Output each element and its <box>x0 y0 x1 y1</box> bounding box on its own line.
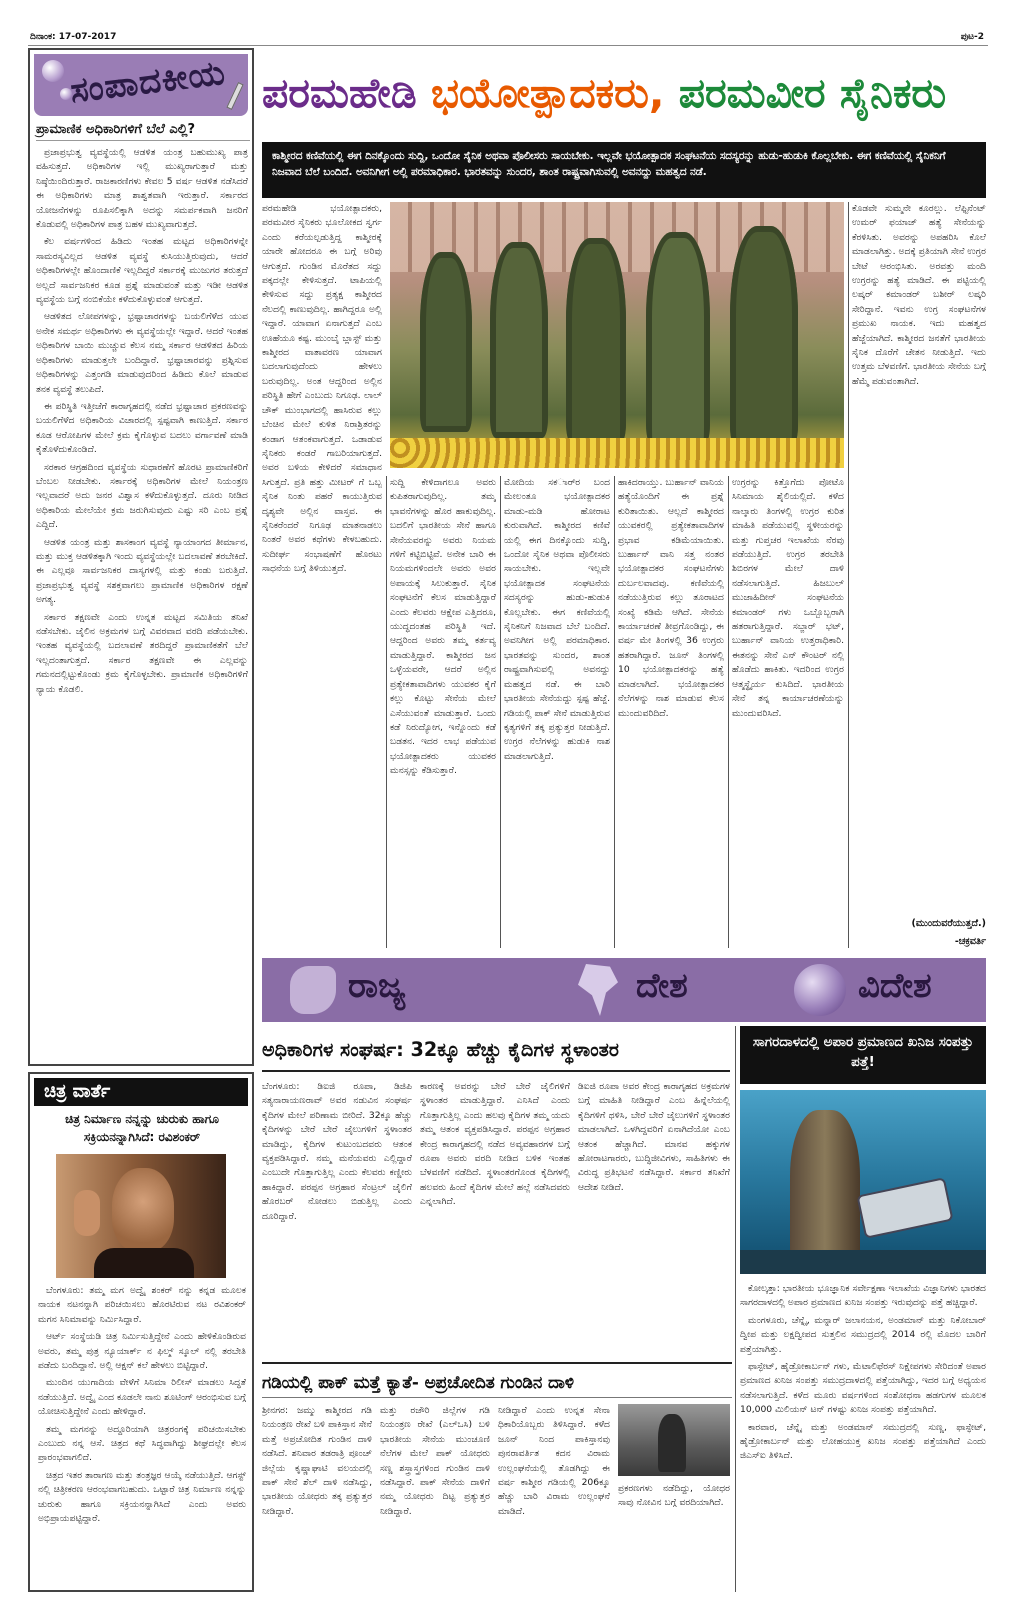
soldiers-photo <box>390 202 844 468</box>
lead-column-5: ಉಗ್ರರನ್ನು ಕಿತ್ತೊಗೆದು ಪೋಟೊ ಸಿನಿಮಾಯ ಶೈಲಿಯಲ್ಲಿದೆ. ಕಳೆದ ನಾಲ್ಕಾರು ತಿಂಗಳಲ್ಲಿ ಉಗ್ರರ ಕುರಿತ ಮಾಹಿತಿ ಪಡೆಯುವಲ್ಲಿ ಸ್ಥಳೀಯರನ್ನು ಮತ್ತು ಗುಪ್ತಚರ ಇಲಾಖೆಯ ನೆರವು ಪಡೆಯುತ್ತಿದೆ. ಉಗ್ರರ ತರಬೇತಿ ಶಿಬಿರಗಳ ಮೇಲೆ ದಾಳಿ ನಡೆಸಲಾಗುತ್ತಿದೆ. ಹಿಜಬುಲ್ ಮುಜಾಹಿದೀನ್ ಸಂಘಟನೆಯ ಕಮಾಂಡರ್ ಗಳು ಒಬ್ಬೊಬ್ಬರಾಗಿ ಹತರಾಗುತ್ತಿದ್ದಾರೆ. ಸಬ್ಜಾರ್ ಭಟ್, ಬುರ್ಹಾನ್ ವಾನಿಯ ಉತ್ತರಾಧಿಕಾರಿ. ಈತನನ್ನು ಸೇನೆ ಎನ್ ಕೌಂಟರ್ ನಲ್ಲಿ ಹೊಡೆದು ಹಾಕಿತು. ಇದರಿಂದ ಉಗ್ರರ ಆತ್ಮಸ್ಥೈರ್ಯ ಕುಸಿದಿದೆ. ಭಾರತೀಯ ಸೇನೆ ತನ್ನ ಕಾರ್ಯಾಚರಣೆಯನ್ನು ಮುಂದುವರಿಸಿದೆ. <box>732 477 844 719</box>
editorial-paragraph: ಪ್ರಜಾಪ್ರಭುತ್ವ ವ್ಯವಸ್ಥೆಯಲ್ಲಿ ಆಡಳಿತ ಯಂತ್ರ ಬಹುಮುಖ್ಯ ಪಾತ್ರ ವಹಿಸುತ್ತದೆ. ಅಧಿಕಾರಿಗಳ ಇಲ್ಲಿ ಮುಖ್ಯರಾಗುತ್ತಾರೆ ಮತ್ತು ನಿಷ್ಠೆಯಿಂದಿರುತ್ತಾರೆ. ರಾಜಕಾರಣಿಗಳು ಕೇವಲ 5 ವರ್ಷ ಆಡಳಿತ ನಡೆಸಿದರೆ ಈ ಅಧಿಕಾರಿಗಳು ಮಾತ್ರ ಶಾಶ್ವತವಾಗಿ ಇರುತ್ತಾರೆ. ಸರ್ಕಾರದ ಯೋಜನೆಗಳನ್ನು ರೂಪಿಸಲಿಕ್ಕಾಗಿ ಅದನ್ನು ಸಮರ್ಪಕವಾಗಿ ಜನರಿಗೆ ಕೊಡುವಲ್ಲಿ ಅಧಿಕಾರಿಗಳ ಪಾತ್ರ ಬಹಳ ಮುಖ್ಯವಾಗುತ್ತದೆ. <box>36 147 248 231</box>
lead-column-3: ಮೋದಿಯ ಸಕರ್ಾರ ಬಂದ ಮೇಲಂತೂ ಭಯೋತ್ಪಾದಕರ ಮಾಡು-ಮಡಿ ಹೋರಾಟ ಕುರುವಾಗಿದೆ. ಕಾಶ್ಮೀರದ ಕಣಿವೆ ಯಲ್ಲಿ ಈಗ ದಿನಕ್ಕೊಂದು ಸುದ್ದಿ, ಒಂದೋ ಸೈನಿಕ ಅಥವಾ ಪೊಲೀಸರು ಸಾಯಬೇಕು. ಇಲ್ಲವೇ ಭಯೋತ್ಪಾದಕ ಸಂಘಟನೆಯ ಸದಸ್ಯರನ್ನು ಹುಡು-ಹುಡುಕಿ ಕೊಲ್ಲಬೇಕು. ಈಗ ಕಣಿವೆಯಲ್ಲಿ ಸೈನಿಕನಿಗೆ ನಿಜವಾದ ಬೆಲೆ ಬಂದಿದೆ. ಅವನಿಗೀಗ ಅಲ್ಲಿ ಪರಮಾಧಿಕಾರ. ಭಾರತವನ್ನು ಸುಂದರ, ಶಾಂತ ರಾಷ್ಟ್ರವಾಗಿಸುವಲ್ಲಿ ಅವನದ್ದು ಮಹತ್ವದ ನಡೆ. ಈ ಬಾರಿ ಭಾರತೀಯ ಸೇನೆಯದ್ದು ಸ್ಪಷ್ಟ ಹೆಜ್ಜೆ. ಗಡಿಯಲ್ಲಿ ಪಾಕ್ ಸೇನೆ ಮಾಡುತ್ತಿರುವ ಕೃತ್ಯಗಳಿಗೆ ತಕ್ಕ ಪ್ರತ್ಯುತ್ತರ ನೀಡುತ್ತಿದೆ. ಉಗ್ರರ ನೆಲೆಗಳನ್ನು ಹುಡುಕಿ ನಾಶ ಮಾಡಲಾಗುತ್ತಿದೆ. <box>504 477 610 762</box>
karnataka-map-icon <box>290 966 336 1014</box>
border-headline: ಗಡಿಯಲ್ಲಿ ಪಾಕ್ ಮತ್ತೆ ಕ್ಯಾತೆ- ಅಪ್ರಚೋದಿತ ಗುಂಡಿನ ದಾಳಿ <box>262 1362 732 1398</box>
chitra-paragraph: ಚಿತ್ರದ ಇತರ ತಾರಾಗಣ ಮತ್ತು ತಂತ್ರಜ್ಞರ ಆಯ್ಕೆ ನಡೆಯುತ್ತಿದೆ. ಆಗಸ್ಟ್ ನಲ್ಲಿ ಚಿತ್ರೀಕರಣ ಆರಂಭವಾಗಬಹುದು. ಒಟ್ಟಾರೆ ಚಿತ್ರ ನಿರ್ಮಾಣ ನನ್ನನ್ನು ಚುರುಕು ಹಾಗೂ ಸಕ್ರಿಯನನ್ನಾಗಿಸಿದೆ ಎಂದು ಅವರು ಅಭಿಪ್ರಾಯಪಟ್ಟಿದ್ದಾರೆ. <box>38 1469 246 1525</box>
soldier-figure <box>490 242 548 438</box>
chitra-body <box>38 1284 246 1588</box>
prison-headline: ಅಧಿಕಾರಿಗಳ ಸಂಘರ್ಷ: 32ಕ್ಕೂ ಹೆಚ್ಚು ಕೈದಿಗಳ ಸ್ಥಳಾಂತರ <box>262 1028 730 1072</box>
prison-column-2: ಕಾರಣಕ್ಕೆ ಅವರನ್ನು ಬೇರೆ ಬೇರೆ ಜೈಲಿಗಳಿಗೆ ಸ್ಥಳಾಂತರ ಮಾಡುತ್ತಿದ್ದಾರೆ. ಎನಿಸಿದೆ ಎಂದು ಗೊತ್ತಾಗುತ್ತಿಲ್ಲ ಎಂದು ಹಲವು ಕೈದಿಗಳ ತಮ್ಮ ಯದು ತಮ್ಮ ಆತಂಕ ವ್ಯಕ್ತಪಡಿಸಿದ್ದಾರೆ. ಪರಪ್ಪನ ಅಗ್ರಹಾರ ಕೇಂದ್ರ ಕಾರಾಗೃಹದಲ್ಲಿ ನಡೆದ ಅವ್ಯವಹಾರಗಳ ಬಗ್ಗೆ ರೂಪಾ ಅವರು ವರದಿ ನೀಡಿದ ಬಳಿಕ ಇಂತಹ ಬೆಳವಣಿಗೆ ನಡೆದಿದೆ. ಸ್ಥಳಾಂತರಗೊಂಡ ಕೈದಿಗಳಲ್ಲಿ ಹಲವರು ಹಿಂದೆ ಕೈದಿಗಳ ಮೇಲೆ ಹಲ್ಲೆ ನಡೆಸಿದವರು ಎನ್ನಲಾಗಿದೆ. <box>420 1081 570 1208</box>
prison-column-3: ಡಿಐಜಿ ರೂಪಾ ಅವರ ಕೇಂದ್ರ ಕಾರಾಗೃಹದ ಅಕ್ರಮಗಳ ಬಗ್ಗೆ ಮಾಹಿತಿ ನೀಡಿದ್ದಾರೆ ಎಂಬ ಹಿನ್ನೆಲೆಯಲ್ಲಿ ಕೈದಿಗಳಿಗೆ ಥಳಿಸಿ, ಬೇರೆ ಬೇರೆ ಜೈಲುಗಳಿಗೆ ಸ್ಥಳಾಂತರ ಮಾಡಲಾಗಿದೆ. ಒಳಗಿದ್ದವರಿಗೆ ಏನಾಗಿದೆಯೋ ಎಂಬ ಆತಂಕ ಹೆಚ್ಚಾಗಿದೆ. ಮಾನವ ಹಕ್ಕುಗಳ ಹೋರಾಟಗಾರರು, ಬುದ್ಧಿಜೀವಿಗಳು, ಸಾಹಿತಿಗಳು ಈ ವಿರುದ್ಧ ಪ್ರತಿಭಟನೆ ನಡೆಸಿದ್ದಾರೆ. ಸರ್ಕಾರ ತನಿಖೆಗೆ ಆದೇಶ ನೀಡಿದೆ. <box>578 1081 730 1193</box>
editorial-masthead-title: ಸಂಪಾದಕೀಯ <box>68 52 228 112</box>
border-photo-caption: ಪ್ರಕರಣಗಳು ನಡೆದಿದ್ದು, ಯೋಧರ ಸಾವು ನೋವಿನ ಬಗ್ಗೆ ವರದಿಯಾಗಿದೆ. <box>618 1483 730 1509</box>
headline-part-green: ಪರಮವೀರ ಸೈನಿಕರು <box>678 69 947 117</box>
soldier-figure <box>730 226 798 448</box>
sea-floor <box>740 1250 986 1274</box>
border-column-1: ಶ್ರೀನಗರ: ಜಮ್ಮು ಕಾಶ್ಮೀರದ ಗಡಿ ನಿಯಂತ್ರಣ ರೇಖೆ ಬಳಿ ಪಾಕಿಸ್ತಾನ ಸೇನೆ ಮತ್ತೆ ಅಪ್ರಚೋದಿತ ಗುಂಡಿನ ದಾಳಿ ನಡೆಸಿದೆ. ಶನಿವಾರ ತಡರಾತ್ರಿ ಪೂಂಚ್ ಜಿಲ್ಲೆಯ ಕೃಷ್ಣಾಘಾಟಿ ವಲಯದಲ್ಲಿ ಪಾಕ್ ಸೇನೆ ಶೆಲ್ ದಾಳಿ ನಡೆಸಿದ್ದು, ಭಾರತೀಯ ಯೋಧರು ತಕ್ಕ ಪ್ರತ್ಯುತ್ತರ ನೀಡಿದ್ದಾರೆ. <box>262 1405 372 1517</box>
column-rule <box>614 476 615 948</box>
lead-column-6: ಕೊಡವೇ ಸುಮ್ಮನೇ ಕೂರಲ್ಲು. ಲೆಫ್ಟಿನೆಂಟ್ ಉಮರ್ ಫಯಾಜ್ ಹತ್ಯೆ ಸೇನೆಯನ್ನು ಕೆರಳಿಸಿತು. ಅವರನ್ನು ಅಪಹರಿಸಿ ಕೊಲೆ ಮಾಡಲಾಗಿತ್ತು. ಅದಕ್ಕೆ ಪ್ರತಿಯಾಗಿ ಸೇನೆ ಉಗ್ರರ ಬೇಟೆ ಆರಂಭಿಸಿತು. ಅರವತ್ತು ಮಂದಿ ಉಗ್ರರನ್ನು ಹತ್ಯೆ ಮಾಡಿದೆ. ಈ ಪಟ್ಟಿಯಲ್ಲಿ ಲಷ್ಕರ್ ಕಮಾಂಡರ್ ಬಶೀರ್ ಲಷ್ಕರಿ ಸೇರಿದ್ದಾನೆ. ಇವನು ಉಗ್ರ ಸಂಘಟನೆಗಳ ಪ್ರಮುಖ ನಾಯಕ. ಇದು ಮಹತ್ವದ ಹೆಜ್ಜೆಯಾಗಿದೆ. ಕಾಶ್ಮೀರದ ಜನತೆಗೆ ಭಾರತೀಯ ಸೈನಿಕ ದೊರೆಗೆ ಚೇತನ ನೀಡುತ್ತಿದೆ. ಇದು ಉತ್ತಮ ಬೆಳವಣಿಗೆ. ಭಾರತೀಯ ಸೇನೆಯ ಬಗ್ಗೆ ಹೆಮ್ಮೆ ಪಡುವಂತಾಗಿದೆ. <box>852 203 986 387</box>
sea-body <box>740 1282 986 1592</box>
editorial-paragraph: ಸರಕಾರ ಆಗ್ರಹದಿಂದ ವ್ಯವಸ್ಥೆಯ ಸುಧಾರಣೆಗೆ ಹೊರಟ ಪ್ರಾಮಾಣಿಕರಿಗೆ ಬೆಂಬಲ ನೀಡಬೇಕು. ಸರ್ಕಾರಕ್ಕೆ ಅಧಿಕಾರಿಗಳ ಮೇಲೆ ನಿಯಂತ್ರಣ ಇಲ್ಲವಾದರೆ ಅದು ಜನರ ವಿಶ್ವಾಸ ಕಳೆದುಕೊಳ್ಳುತ್ತದೆ. ದೂರು ನೀಡಿದ ಅಧಿಕಾರಿಯ ಮೇಲೆಯೇ ಕ್ರಮ ಜರುಗಿಸುವುದು ಎಷ್ಟು ಸರಿ ಎಂಬ ಪ್ರಶ್ನೆ ಎದ್ದಿದೆ. <box>36 461 248 531</box>
column-rule <box>735 1026 736 1592</box>
editorial-paragraph: ಈ ಪರಿಸ್ಥಿತಿ ಇತ್ತೀಚೆಗೆ ಕಾರಾಗೃಹದಲ್ಲಿ ನಡೆದ ಭ್ರಷ್ಟಾಚಾರ ಪ್ರಕರಣವನ್ನು ಬಯಲಿಗೆಳೆದ ಅಧಿಕಾರಿಯ ವಿಚಾರದಲ್ಲಿ ಸ್ಪಷ್ಟವಾಗಿ ಕಾಣುತ್ತಿದೆ. ಸರ್ಕಾರ ಕೂಡ ಆರೋಪಿಗಳ ಮೇಲೆ ಕ್ರಮ ಕೈಗೊಳ್ಳುವ ಬದಲು ವರ್ಗಾವಣೆ ಮಾಡಿ ಕೈತೊಳೆದುಕೊಂಡಿದೆ. <box>36 400 248 456</box>
soldier-figure <box>420 252 472 432</box>
editorial-body <box>36 146 248 1060</box>
chitra-paragraph: ಆರ್ಟ್ ಸಂಸ್ಥೆಯಡಿ ಚಿತ್ರ ನಿರ್ಮಿಸುತ್ತಿದ್ದೇನೆ ಎಂದು ಹೇಳಿಕೊಂಡಿರುವ ಅವರು, ತಮ್ಮ ಪುತ್ರ ನ್ಯೂಯಾರ್ಕ್ ನ ಫಿಲ್ಮ್ ಸ್ಕೂಲ್ ನಲ್ಲಿ ತರಬೇತಿ ಪಡೆದು ಬಂದಿದ್ದಾನೆ. ಅಲ್ಲಿ ಆಕ್ಷನ್ ಕಲೆ ಹೇಳಲು ಬಿಟ್ಟಿದ್ದಾರೆ. <box>38 1331 246 1372</box>
page-number: ಪುಟ-2 <box>960 32 984 42</box>
chitra-masthead-title: ಚಿತ್ರ ವಾರ್ತೆ <box>44 1081 111 1102</box>
lead-headline <box>262 56 986 130</box>
editorial-paragraph: ಕೆಲ ವರ್ಷಗಳಿಂದ ಹಿಡಿದು ಇಂತಹ ಮಟ್ಟದ ಅಧಿಕಾರಿಗಳನ್ನೇ ಸಾಮರಸ್ಯವಿಲ್ಲದ ಆಡಳಿತ ವ್ಯವಸ್ಥೆ ಕುಸಿಯುತ್ತಿರುವುದು, ಆದರೆ ಅಧಿಕಾರಿಗಳಲ್ಲೇ ಹೊಂದಾಣಿಕೆ ಇಲ್ಲದಿದ್ದರೆ ಸರ್ಕಾರಕ್ಕೆ ಮುಜುಗರ ತರುತ್ತದೆ ಅಲ್ಲದೆ ಸಾರ್ವಜನಿಕರ ಕೂಡ ಪ್ರಶ್ನೆ ಮಾಡುವಂತೆ ಮತ್ತು ಇಡೀ ಆಡಳಿತ ವ್ಯವಸ್ಥೆಯ ಬಗ್ಗೆ ನಂಬಿಕೆಯೇ ಕಳೆದುಕೊಳ್ಳುವಂತೆ ಆಗುತ್ತದೆ. <box>36 236 248 306</box>
editorial-paragraph: ಆಡಳಿತ ಯಂತ್ರ ಮತ್ತು ಶಾಸಕಾಂಗ ವ್ಯವಸ್ಥೆ ನ್ಯಾಯಾಂಗದ ತೀರ್ಮಾನ, ಮತ್ತು ಮುಕ್ತ ಆಡಳಿತಕ್ಕಾಗಿ ಇಂದು ವ್ಯವಸ್ಥೆಯಲ್ಲೇ ಬದಲಾವಣೆ ತರಬೇಕಿದೆ. ಈ ಎಲ್ಲವೂ ಸಾರ್ವಜನಿಕರ ದಾಸ್ಯಗಳಲ್ಲಿ ಮತ್ತು ಕಂಡು ಬರುತ್ತಿದೆ. ಪ್ರಜಾಪ್ರಭುತ್ವ ವ್ಯವಸ್ಥೆ ಸಶಕ್ತವಾಗಲು ಪ್ರಾಮಾಣಿಕ ಅಧಿಕಾರಿಗಳ ರಕ್ಷಣೆ ಅಗತ್ಯ. <box>36 536 248 606</box>
sea-headline: ಸಾಗರದಾಳದಲ್ಲಿ ಅಪಾರ ಪ್ರಮಾಣದ ಖನಿಜ ಸಂಪತ್ತು ಪತ್ತೆ! <box>740 1026 986 1084</box>
chitra-masthead <box>34 1078 248 1106</box>
chitra-paragraph: ಬೆಂಗಳೂರು: ತಮ್ಮ ಮಗ ಅದ್ವೈ ಶಂಕರ್ ನನ್ನು ಕನ್ನಡ ಮೂಲಕ ನಾಯಕ ನಟನನ್ನಾಗಿ ಪರಿಚಯಿಸಲು ಹೊರಟಿರುವ ನಟ ರವಿಶಂಕರ್ ಮಗನ ಸಿನಿಮಾವನ್ನು ನಿರ್ಮಿಸಿದ್ದಾರೆ. <box>38 1285 246 1325</box>
underwater-photo <box>740 1090 986 1274</box>
portrait-face <box>112 1168 174 1252</box>
ravishankar-photo <box>56 1154 226 1278</box>
editorial-masthead <box>34 54 248 116</box>
rov-machine <box>856 1177 953 1239</box>
soldier-figure <box>646 232 710 446</box>
pen-icon <box>226 82 243 110</box>
page-header <box>28 30 988 46</box>
editorial-title: ಪ್ರಾಮಾಣಿಕ ಅಧಿಕಾರಿಗಳಿಗೆ ಬೆಲೆ ಎಲ್ಲಿ? <box>36 122 250 141</box>
soldier-figure <box>566 238 626 444</box>
banner-state: ರಾಜ್ಯ <box>348 966 406 1006</box>
column-rule <box>500 476 501 948</box>
lead-blurb: ಕಾಶ್ಮೀರದ ಕಣಿವೆಯಲ್ಲಿ ಈಗ ದಿನಕ್ಕೊಂದು ಸುದ್ದಿ, ಒಂದೋ ಸೈನಿಕ ಅಥವಾ ಪೊಲೀಸರು ಸಾಯಬೇಕು. ಇಲ್ಲವೇ ಭಯೋತ್ಪಾದಕ ಸಂಘಟನೆಯ ಸದಸ್ಯರನ್ನು ಹುಡು-ಹುಡುಕಿ ಕೊಲ್ಲಬೇಕು. ಈಗ ಕಣಿವೆಯಲ್ಲಿ ಸೈನಿಕನಿಗೆ ನಿಜವಾದ ಬೆಲೆ ಬಂದಿದೆ. ಅವನಿಗೀಗ ಅಲ್ಲಿ ಪರಮಾಧಿಕಾರ. ಭಾರತವನ್ನು ಸುಂದರ, ಶಾಂತ ರಾಷ್ಟ್ರವಾಗಿಸುವಲ್ಲಿ ಅವನದ್ದು ಮಹತ್ವದ ನಡೆ. <box>262 142 986 198</box>
chitra-section <box>28 1072 254 1592</box>
sea-paragraph: ಕೋಲ್ಕತ್ತಾ: ಭಾರತೀಯ ಭೂಜ್ಞಾನಿಕ ಸರ್ವೇಕ್ಷಣಾ ಇಲಾಖೆಯ ವಿಜ್ಞಾನಿಗಳು ಭಾರತದ ಸಾಗರದಾಳದಲ್ಲಿ ಅಪಾರ ಪ್ರಮಾಣದ ಖನಿಜ ಸಂಪತ್ತು ಇರುವುದನ್ನು ಪತ್ತೆ ಹಚ್ಚಿದ್ದಾರೆ. <box>740 1283 986 1309</box>
globe-icon <box>794 964 846 1016</box>
sea-paragraph: ಕಾರವಾರ, ಚೆನ್ನೈ ಮತ್ತು ಅಂಡಮಾನ್ ಸಮುದ್ರದಲ್ಲಿ ಸುಣ್ಣ, ಫಾಸ್ಫೇಟ್, ಹೈಡ್ರೋಕಾರ್ಬನ್ ಮತ್ತು ಲೋಹಯುಕ್ತ ಖನಿಜ ಸಂಪತ್ತು ಪತ್ತೆಯಾಗಿದೆ ಎಂದು ಜಿಎಸ್ಐ ತಿಳಿಸಿದೆ. <box>740 1421 986 1462</box>
lead-column-2: ಸುದ್ದಿ ಕೇಳಿದಾಗಲೂ ಅವರು ಕುಪಿತರಾಗುವುದಿಲ್ಲ. ತಮ್ಮ ಭಾವನೆಗಳನ್ನು ಹೊರ ಹಾಕುವುದಿಲ್ಲ. ಬದಲಿಗೆ ಭಾರತೀಯ ಸೇನೆ ಹಾಗೂ ಸೇನೆಯವರನ್ನು ಅವರು ನಿಯಮ ಗಳಿಗೆ ಕಟ್ಟಿಬಿಟ್ಟಿವೆ. ಅನೇಕ ಬಾರಿ ಈ ನಿಯಮಗಳಿಂದಲೇ ಅವರು ಅವರ ಅಪಾಯಕ್ಕೆ ಸಿಲುಕುತ್ತಾರೆ. ಸೈನಿಕ ಸಂಘಟನೆಗೆ ಕೆಲಸ ಮಾಡುತ್ತಿದ್ದಾರೆ ಎಂದು ಕೆಲವರು ಆಕ್ಷೇಪ ಎತ್ತಿದರೂ, ಯುದ್ಧದಂತಹ ಪರಿಸ್ಥಿತಿ ಇದೆ. ಆದ್ದರಿಂದ ಅವರು ತಮ್ಮ ಕರ್ತವ್ಯ ಮಾಡುತ್ತಿದ್ದಾರೆ. ಕಾಶ್ಮೀರದ ಜನ ಒಳ್ಳೆಯವರೇ, ಆದರೆ ಅಲ್ಲಿನ ಪ್ರತ್ಯೇಕತಾವಾದಿಗಳು ಯುವಕರ ಕೈಗೆ ಕಲ್ಲು ಕೊಟ್ಟು ಸೇನೆಯ ಮೇಲೆ ಎಸೆಯುವಂತೆ ಮಾಡುತ್ತಾರೆ. ಒಂದು ಕಡೆ ನಿರುದ್ಯೋಗ, ಇನ್ನೊಂದು ಕಡೆ ಬಡತನ. ಇದರ ಲಾಭ ಪಡೆಯುವ ಭಯೋತ್ಪಾದಕರು ಯುವಕರ ಮನಸ್ಸನ್ನು ಕೆಡಿಸುತ್ತಾರೆ. <box>390 477 496 777</box>
border-column-3: ನೀಡಿದ್ದಾರೆ ಎಂದು ಉನ್ನತ ಸೇನಾ ಧಿಕಾರಿಯೊಬ್ಬರು ತಿಳಿಸಿದ್ದಾರೆ. ಕಳೆದ ಜೂನ್ ನಿಂದ ಪಾಕಿಸ್ತಾನವು ಪುನರಾವರ್ತಿತ ಕದನ ವಿರಾಮ ಉಲ್ಲಂಘನೆಯಲ್ಲಿ ತೊಡಗಿದ್ದು ಈ ವರ್ಷ ಕಾಶ್ಮೀರ ಗಡಿಯಲ್ಲಿ 206ಕ್ಕೂ ಹೆಚ್ಚು ಬಾರಿ ವಿರಾಮ ಉಲ್ಲಂಘನೆ ಮಾಡಿದೆ. <box>498 1405 610 1517</box>
headline-part-orange: ಭಯೋತ್ಪಾದಕರು, <box>430 69 679 117</box>
masthead-bubble-icon <box>42 60 64 82</box>
lead-column-1: ಪರಮಹೇಡಿ ಭಯೋತ್ಪಾದಕರು, ಪರಮವೀರ ಸೈನಿಕರು ಭೂಲೋಕದ ಸ್ವರ್ಗ ಎಂದು ಕರೆಯಲ್ಪಡುತ್ತಿದ್ದ ಕಾಶ್ಮೀರಕ್ಕೆ ಯಾರೇ ಹೋದರೂ ಈ ಬಗ್ಗೆ ಅರಿವು ಆಗುತ್ತದೆ. ಗುಂಡಿನ ಮೊರೆತದ ಸದ್ದು ಪಕ್ಕದಲ್ಲೇ ಕೇಳಿಸುತ್ತದೆ. ಟಾಪಿಯಲ್ಲಿ ಕೇಳಿಸುವ ಸದ್ದು ಪ್ರತ್ಯಕ್ಷ ಕಾಶ್ಮೀರದ ನೆಲದಲ್ಲಿ ಕಾಣುವುದಿಲ್ಲ. ಹಾಗಿದ್ದರೂ ಅಲ್ಲಿ ಇದ್ದಾರೆ. ಯಾವಾಗ ಏನಾಗುತ್ತದೆ ಎಂಬ ಊಹೆಯೂ ಕಷ್ಟ. ಮುಂಬೈ ಬ್ಲಾಸ್ಟ್ ಮತ್ತು ಕಾಶ್ಮೀರದ ವಾತಾವರಣ ಯಾವಾಗ ಬದಲಾಗುವುದೆಂದು ಹೇಳಲು ಬರುವುದಿಲ್ಲ. ಅಂತ ಆದ್ದರಿಂದ ಅಲ್ಲಿನ ಪರಿಸ್ಥಿತಿ ಹೇಗೆ ಎಂಬುದು ನಿಗೂಢ. ಲಾಲ್ ಚೌಕ್ ಮುಂಭಾಗದಲ್ಲಿ ಹಾಸಿರುವ ಕಲ್ಲು ಬೆಂಚಿನ ಮೇಲೆ ಕುಳಿತ ನಿರಾಶ್ರಿತರನ್ನು ಕಂಡಾಗ ಆತಂಕವಾಗುತ್ತದೆ. ಒಡಾಡುವ ಸೈನಿಕರು ಕಂಡರೆ ಗಾಬರಿಯಾಗುತ್ತದೆ. ಅವರ ಬಳಿಯ ಕೇಳಿದರೆ ಸಮಾಧಾನ ಸಿಗುತ್ತದೆ. ಪ್ರತಿ ಹತ್ತು ಮೀಟರ್ ಗೆ ಒಬ್ಬ ಸೈನಿಕ ನಿಂತು ಪಹರೆ ಕಾಯುತ್ತಿರುವ ದೃಶ್ಯವೇ ಅಲ್ಲಿನ ವಾಸ್ತವ. ಈ ಸೈನಿಕರೆಂದರೆ ನಿಗೂಢ ಮಾತನಾಡಲು ನಿಂತರೆ ಅವರ ಕಥೆಗಳು ಕೇಳಬಹುದು. ಸುದೀರ್ಘ ಸಂಭಾಷಣೆಗೆ ಹೊರಟು ಸಾಧನೆಯ ಬಗ್ಗೆ ತಿಳಿಯುತ್ತದೆ. <box>262 203 382 575</box>
chitra-title: ಚಿತ್ರ ನಿರ್ಮಾಣ ನನ್ನನ್ನು ಚುರುಕು ಹಾಗೂ ಸಕ್ರಿಯನನ್ನಾಗಿಸಿದೆ: ರವಿಶಂಕರ್ <box>65 1112 219 1144</box>
sea-paragraph: ಫಾಸ್ಫೇಟ್, ಹೈಡ್ರೋಕಾರ್ಬನ್ ಗಳು, ಮೆಟಾಲಿಫೆರಸ್ ನಿಕ್ಷೇಪಗಳು ಸೇರಿದಂತೆ ಅಪಾರ ಪ್ರಮಾಣದ ಖನಿಜ ಸಂಪತ್ತು ಸಮುದ್ರದಾಳದಲ್ಲಿ ಪತ್ತೆಯಾಗಿದ್ದು, ಇದರ ಬಗ್ಗೆ ಅಧ್ಯಯನ ನಡೆಸಲಾಗುತ್ತಿದೆ. ಕಳೆದ ಮೂರು ವರ್ಷಗಳಿಂದ ಸಂಶೋಧನಾ ಹಡಗುಗಳ ಮೂಲಕ 10,000 ಮಿಲಿಯನ್ ಟನ್ ಗಳಷ್ಟು ಖನಿಜ ಸಂಪತ್ತು ಪತ್ತೆಯಾಗಿದೆ. <box>740 1361 986 1416</box>
section-banner <box>262 958 986 1022</box>
photo-foreground-flowers <box>390 438 844 468</box>
border-column-2: ಮತ್ತು ರಜೌರಿ ಜಿಲ್ಲೆಗಳ ಗಡಿ ನಿಯಂತ್ರಣ ರೇಖೆ (ಎಲ್ಒಸಿ) ಬಳಿ ಭಾರತೀಯ ಸೇನೆಯ ಮುಂಚೂಣಿ ನೆಲೆಗಳ ಮೇಲೆ ಪಾಕ್ ಯೋಧರು ಸಣ್ಣ ಶಸ್ತ್ರಾಸ್ತ್ರಗಳಿಂದ ಗುಂಡಿನ ದಾಳಿ ನಡೆಸಿದ್ದಾರೆ. ಪಾಕ್ ಸೇನೆಯ ದಾಳಿಗೆ ನಮ್ಮ ಯೋಧರು ದಿಟ್ಟ ಪ್ರತ್ಯುತ್ತರ ನೀಡಿದ್ದಾರೆ. <box>380 1405 490 1517</box>
india-map-icon <box>578 964 618 1016</box>
column-rule <box>728 476 729 948</box>
issue-date: ದಿನಾಂಕ: 17-07-2017 <box>30 32 117 42</box>
border-photo <box>618 1404 730 1476</box>
chitra-paragraph: ಮುಂದಿನ ಯುಗಾದಿಯ ವೇಳೆಗೆ ಸಿನಿಮಾ ರಿಲೀಸ್ ಮಾಡಲು ಸಿದ್ಧತೆ ನಡೆಯುತ್ತಿದೆ. ಅದ್ವೈ ಎಂದ ಕೂಡಲೇ ನಾನು ಶೂಟಿಂಗ್ ಆರಂಭಿಸುವ ಬಗ್ಗೆ ಯೋಚಿಸುತ್ತಿದ್ದೇನೆ ಎಂದು ಹೇಳಿದ್ದಾರೆ. <box>38 1377 246 1418</box>
portrait-hand <box>74 1190 100 1236</box>
editorial-paragraph: ಆಡಳಿತದ ಲೋಪಗಳನ್ನು, ಭ್ರಷ್ಟಾಚಾರಗಳನ್ನು ಬಯಲಿಗೆಳೆದ ಯುವ ಅನೇಕ ಸಮರ್ಥ ಅಧಿಕಾರಿಗಳು ಈ ವ್ಯವಸ್ಥೆಯಲ್ಲೇ ಇದ್ದಾರೆ. ಆದರೆ ಇಂತಹ ಅಧಿಕಾರಿಗಳ ಬಾಯಿ ಮುಚ್ಚುವ ಕೆಲಸ ನಮ್ಮ ಸರ್ಕಾರ ಆಡಳಿತದ ಹಿರಿಯ ಅಧಿಕಾರಿಗಳು ಮಾಡುತ್ತಲೇ ಬಂದಿದ್ದಾರೆ. ಭ್ರಷ್ಟಾಚಾರವನ್ನು ಪ್ರಶ್ನಿಸುವ ಅಧಿಕಾರಿಗಳನ್ನು ಎತ್ತಂಗಡಿ ಮಾಡುವುದರಿಂದ ಹಿಡಿದು ಕೊಲೆ ಮಾಡುವ ತನಕ ವ್ಯವಸ್ಥೆ ತಲುಪಿದೆ. <box>36 311 248 395</box>
headline-part-purple: ಪರಮಹೇಡಿ <box>262 69 431 117</box>
editorial-section <box>28 48 254 1066</box>
sea-paragraph: ಮಂಗಳೂರು, ಚೆನ್ನೈ, ಮನ್ನಾರ್ ಜಲಾನಯನ, ಅಂಡಮಾನ್ ಮತ್ತು ನಿಕೋಬಾರ್ ದ್ವೀಪ ಮತ್ತು ಲಕ್ಷದ್ವೀಪದ ಸುತ್ತಲಿನ ಸಮುದ್ರದಲ್ಲಿ 2014 ರಲ್ಲಿ ಮೊದಲ ಬಾರಿಗೆ ಪತ್ತೆಯಾಗಿತ್ತು. <box>740 1314 986 1355</box>
prison-column-1: ಬೆಂಗಳೂರು: ಡಿಐಜಿ ರೂಪಾ, ಡಿಜಿಪಿ ಸತ್ಯನಾರಾಯಣರಾವ್ ಅವರ ನಡುವಿನ ಸಂಘರ್ಷ ಕೈದಿಗಳ ಮೇಲೆ ಪರಿಣಾಮ ಬೀರಿದೆ. 32ಕ್ಕೂ ಹೆಚ್ಚು ಕೈದಿಗಳನ್ನು ಬೇರೆ ಬೇರೆ ಜೈಲುಗಳಿಗೆ ಸ್ಥಳಾಂತರ ಮಾಡಿದ್ದು, ಕೈದಿಗಳ ಕುಟುಂಬದವರು ಆತಂಕ ವ್ಯಕ್ತಪಡಿಸಿದ್ದಾರೆ. ನಮ್ಮ ಮನೆಯವರು ಎಲ್ಲಿದ್ದಾರೆ ಎಂಬುದೇ ಗೊತ್ತಾಗುತ್ತಿಲ್ಲ ಎಂದು ಕೆಲವರು ಕಣ್ಣೀರು ಹಾಕಿದ್ದಾರೆ. ಪರಪ್ಪನ ಅಗ್ರಹಾರ ಸೆಂಟ್ರಲ್ ಜೈಲಿಗೆ ಹೊರಬರ್ ನೋಡಲು ಬಿಡುತ್ತಿಲ್ಲ ಎಂದು ದೂರಿದ್ದಾರೆ. <box>262 1081 412 1222</box>
chitra-paragraph: ತಮ್ಮ ಮಗನನ್ನು ಅದ್ದೂರಿಯಾಗಿ ಚಿತ್ರರಂಗಕ್ಕೆ ಪರಿಚಯಿಸಬೇಕು ಎಂಬುದು ನನ್ನ ಆಸೆ. ಚಿತ್ರದ ಕಥೆ ಸಿದ್ಧವಾಗಿದ್ದು ಶೀಘ್ರದಲ್ಲೇ ಕೆಲಸ ಪ್ರಾರಂಭವಾಗಲಿದೆ. <box>38 1423 246 1464</box>
portrait-shirt <box>94 1248 194 1278</box>
banner-world: ವಿದೇಶ <box>858 966 932 1006</box>
continued-note: (ಮುಂದುವರೆಯುತ್ತದೆ.) <box>911 918 986 929</box>
banner-nation: ದೇಶ <box>636 966 688 1006</box>
byline: -ಚಕ್ರವರ್ತಿ <box>954 936 986 947</box>
editorial-paragraph: ಸರ್ಕಾರ ತಕ್ಷಣವೇ ಎಂದು ಉನ್ನತ ಮಟ್ಟದ ಸಮಿತಿಯ ತನಿಖೆ ನಡೆಸಬೇಕು. ಜೈಲಿನ ಅಕ್ರಮಗಳ ಬಗ್ಗೆ ವಿವರವಾದ ವರದಿ ಪಡೆಯಬೇಕು. ಇಂತಹ ವ್ಯವಸ್ಥೆಯಲ್ಲಿ ಬದಲಾವಣೆ ತರದಿದ್ದರೆ ಪ್ರಾಮಾಣಿಕತೆಗೆ ಬೆಲೆ ಇಲ್ಲದಂತಾಗುತ್ತದೆ. ಸರ್ಕಾರ ತಕ್ಷಣವೇ ಈ ಎಲ್ಲವನ್ನು ಗಮನದಲ್ಲಿಟ್ಟುಕೊಂಡು ಕ್ರಮ ಕೈಗೊಳ್ಳಬೇಕು. ಪ್ರಾಮಾಣಿಕ ಅಧಿಕಾರಿಗಳಿಗೆ ನ್ಯಾಯ ಕೊಡಲಿ. <box>36 611 248 695</box>
column-rule <box>848 202 849 948</box>
column-rule <box>386 476 387 948</box>
border-soldier-figure <box>658 1414 686 1472</box>
lead-column-4: ಹಾಕಿದರಾಯ್ತು. ಬುರ್ಹಾನ್ ವಾನಿಯ ಹತ್ಯೆಯೊಂದಿಗೆ ಈ ಪ್ರಶ್ನೆ ಕುರಿತಾಯಿತು. ಆಲ್ಲದೆ ಕಾಶ್ಮೀರದ ಯುವಕರಲ್ಲಿ ಪ್ರತ್ಯೇಕತಾವಾದಿಗಳ ಪ್ರಭಾವ ಕಡಿಮೆಯಾಯಿತು. ಬುರ್ಹಾನ್ ವಾನಿ ಸತ್ತ ನಂತರ ಭಯೋತ್ಪಾದಕರ ಸಂಘಟನೆಗಳು ದುರ್ಬಲವಾದವು. ಕಣಿವೆಯಲ್ಲಿ ನಡೆಯುತ್ತಿರುವ ಕಲ್ಲು ತೂರಾಟದ ಸಂಖ್ಯೆ ಕಡಿಮೆ ಆಗಿದೆ. ಸೇನೆಯ ಕಾರ್ಯಾಚರಣೆ ತೀವ್ರಗೊಂಡಿದ್ದು, ಈ ವರ್ಷ ಮೇ ತಿಂಗಳಲ್ಲಿ 36 ಉಗ್ರರು ಹತರಾಗಿದ್ದಾರೆ. ಜೂನ್ ತಿಂಗಳಲ್ಲಿ 10 ಭಯೋತ್ಪಾದಕರನ್ನು ಹತ್ಯೆ ಮಾಡಲಾಗಿದೆ. ಭಯೋತ್ಪಾದಕರ ನೆಲೆಗಳನ್ನು ನಾಶ ಮಾಡುವ ಕೆಲಸ ಮುಂದುವರಿದಿದೆ. <box>618 477 724 719</box>
